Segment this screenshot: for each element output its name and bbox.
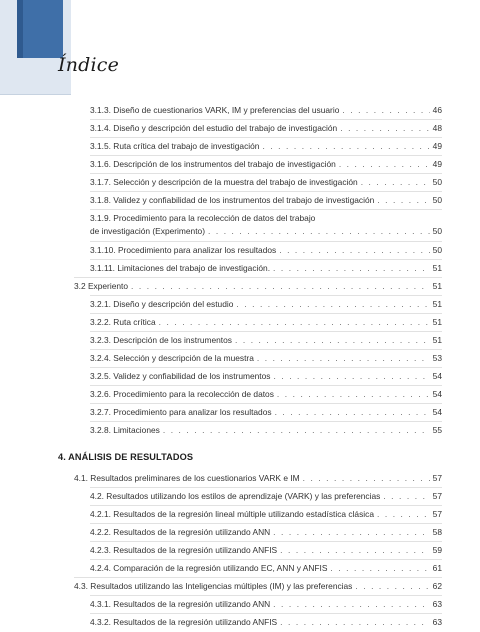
row-divider xyxy=(90,421,442,422)
row-divider xyxy=(90,367,442,368)
row-divider xyxy=(90,259,442,260)
toc-entry-label: 3.2.4. Selección y descripción de la muestra xyxy=(90,353,254,363)
toc-entry-page: 54 xyxy=(432,407,442,417)
row-divider xyxy=(90,331,442,332)
toc-section-page: 62 xyxy=(432,581,442,591)
dot-leader xyxy=(340,121,429,135)
toc-entry[interactable] xyxy=(90,489,442,503)
row-divider xyxy=(74,277,442,278)
toc-section[interactable] xyxy=(74,279,442,293)
toc-entry[interactable] xyxy=(90,597,442,611)
toc-entry-label: 3.2.6. Procedimiento para la recolección de datos xyxy=(90,389,274,399)
toc-entry[interactable] xyxy=(90,315,442,329)
toc-entry-label: 4.2.4. Comparación de la regresión utilizando EC, ANN y ANFIS xyxy=(90,563,328,573)
toc-entry[interactable] xyxy=(90,351,442,365)
row-divider xyxy=(90,137,442,138)
toc-entry[interactable] xyxy=(90,333,442,347)
toc-entry-page: 46 xyxy=(432,105,442,115)
toc-entry-page: 49 xyxy=(432,141,442,151)
toc-entry-label: 3.1.8. Validez y confiabilidad de los instrumentos del trabajo de investigación xyxy=(90,195,375,205)
toc-entry[interactable] xyxy=(90,561,442,575)
toc-entry-label: 4.2.2. Resultados de la regresión utilizando ANN xyxy=(90,527,271,537)
row-divider xyxy=(90,613,442,614)
toc-entry-page: 54 xyxy=(432,389,442,399)
toc-section[interactable] xyxy=(74,471,442,485)
toc-entry-page: 53 xyxy=(432,353,442,363)
toc-entry-label: 3.2.3. Descripción de los instrumentos xyxy=(90,335,232,345)
toc-entry[interactable] xyxy=(90,525,442,539)
toc-entry-label-line1: 3.1.9. Procedimiento para la recolección de datos del trabajo xyxy=(90,213,316,223)
row-divider xyxy=(90,385,442,386)
dot-leader xyxy=(131,279,430,293)
toc-entry-label: 3.2.7. Procedimiento para analizar los resultados xyxy=(90,407,272,417)
dot-leader xyxy=(159,315,430,329)
dot-leader xyxy=(273,369,429,383)
dot-leader xyxy=(330,561,429,575)
dot-leader xyxy=(257,351,430,365)
toc-section-page: 51 xyxy=(432,281,442,291)
toc-entry-label: 3.1.11. Limitaciones del trabajo de investigación. xyxy=(90,263,271,273)
toc-entry[interactable] xyxy=(90,615,442,629)
row-divider xyxy=(74,577,442,578)
toc-entry-page: 50 xyxy=(432,245,442,255)
row-divider xyxy=(90,541,442,542)
toc-entry-page: 57 xyxy=(432,491,442,501)
toc-entry-label: 3.1.5. Ruta crítica del trabajo de investigación xyxy=(90,141,260,151)
toc-entry-page: 51 xyxy=(432,335,442,345)
toc-entry-page: 59 xyxy=(432,545,442,555)
toc-entry[interactable] xyxy=(90,243,442,257)
row-divider xyxy=(90,173,442,174)
dot-leader xyxy=(377,193,429,207)
toc-section-label: 3.2 Experiento xyxy=(74,281,129,291)
toc-entry-page: 57 xyxy=(432,509,442,519)
dot-leader xyxy=(273,261,430,275)
toc-entry-label: 4.3.1. Resultados de la regresión utilizando ANN xyxy=(90,599,271,609)
dot-leader xyxy=(342,103,429,117)
chapter-heading[interactable]: 4. ANÁLISIS DE RESULTADOS xyxy=(58,452,194,462)
toc-section-label: 4.3. Resultados utilizando las Inteligencias múltiples (IM) y las preferencias xyxy=(74,581,353,591)
row-divider xyxy=(90,403,442,404)
toc-entry-page: 50 xyxy=(432,177,442,187)
toc-entry[interactable] xyxy=(90,193,442,207)
toc-entry[interactable] xyxy=(90,139,442,153)
toc-entry[interactable] xyxy=(90,261,442,275)
toc-entry-page: 49 xyxy=(432,159,442,169)
row-divider xyxy=(90,209,442,210)
toc-entry-label: 3.2.5. Validez y confiabilidad de los instrumentos xyxy=(90,371,271,381)
dot-leader xyxy=(303,471,430,485)
toc-entry-label: 3.2.1. Diseño y descripción del estudio xyxy=(90,299,234,309)
toc-entry-label: 3.1.10. Procedimiento para analizar los resultados xyxy=(90,245,277,255)
dot-leader xyxy=(279,243,429,257)
toc-section[interactable] xyxy=(74,579,442,593)
toc-entry-page: 63 xyxy=(432,617,442,627)
toc-entry[interactable] xyxy=(90,387,442,401)
toc-entry[interactable] xyxy=(90,405,442,419)
row-divider xyxy=(90,295,442,296)
page-title: Índice xyxy=(58,54,120,76)
toc-entry-label: 4.2.1. Resultados de la regresión lineal múltiple utilizando estadística clásica xyxy=(90,509,374,519)
toc-entry-label: 4.2. Resultados utilizando los estilos de aprendizaje (VARK) y las preferencias xyxy=(90,491,381,501)
row-divider xyxy=(90,119,442,120)
toc-entry-label: 4.2.3. Resultados de la regresión utilizando ANFIS xyxy=(90,545,278,555)
row-divider xyxy=(90,523,442,524)
toc-entry-page: 50 xyxy=(432,195,442,205)
toc-entry[interactable] xyxy=(90,543,442,557)
dot-leader xyxy=(236,297,429,311)
toc-entry-page: 58 xyxy=(432,527,442,537)
dot-leader xyxy=(235,333,430,347)
dot-leader xyxy=(273,525,430,539)
dot-leader xyxy=(280,615,430,629)
dot-leader xyxy=(277,387,430,401)
row-divider xyxy=(90,595,442,596)
toc-entry-label: 4.3.2. Resultados de la regresión utilizando ANFIS xyxy=(90,617,278,627)
row-divider xyxy=(90,505,442,506)
row-divider xyxy=(90,559,442,560)
row-divider xyxy=(90,349,442,350)
toc-entry-page: 50 xyxy=(432,226,442,236)
row-divider xyxy=(90,313,442,314)
toc-entry[interactable] xyxy=(90,507,442,521)
toc-entry-page: 51 xyxy=(432,299,442,309)
dot-leader xyxy=(273,597,430,611)
dot-leader xyxy=(163,423,430,437)
toc-entry-label-line2: de investigación (Experimento) xyxy=(90,226,205,236)
toc-entry-page: 61 xyxy=(432,563,442,573)
dot-leader xyxy=(383,489,429,503)
toc-entry[interactable] xyxy=(90,157,442,171)
toc-section-page: 57 xyxy=(432,473,442,483)
dot-leader xyxy=(355,579,429,593)
row-divider xyxy=(90,155,442,156)
toc-entry-label: 3.2.2. Ruta crítica xyxy=(90,317,156,327)
toc-entry[interactable] xyxy=(90,121,442,135)
toc-entry-label: 3.1.4. Diseño y descripción del estudio del trabajo de investigación xyxy=(90,123,338,133)
toc-entry-page: 55 xyxy=(432,425,442,435)
toc-entry-page: 63 xyxy=(432,599,442,609)
dot-leader xyxy=(377,507,430,521)
toc-entry[interactable] xyxy=(90,297,442,311)
toc-entry-label: 3.1.7. Selección y descripción de la muestra del trabajo de investigación xyxy=(90,177,358,187)
dot-leader xyxy=(361,175,430,189)
toc-entry[interactable] xyxy=(90,103,442,117)
toc-entry-label: 3.2.8. Limitaciones xyxy=(90,425,160,435)
row-divider xyxy=(90,487,442,488)
toc-section-label: 4.1. Resultados preliminares de los cuestionarios VARK e IM xyxy=(74,473,300,483)
dot-leader xyxy=(280,543,430,557)
dot-leader xyxy=(262,139,429,153)
toc-entry-spacer xyxy=(90,228,442,242)
toc-entry-page: 51 xyxy=(432,317,442,327)
toc-entry[interactable] xyxy=(90,369,442,383)
toc-entry-page: 54 xyxy=(432,371,442,381)
toc-entry-label: 3.1.3. Diseño de cuestionarios VARK, IM y preferencias del usuario xyxy=(90,105,340,115)
toc-entry[interactable] xyxy=(90,175,442,189)
toc-entry-page: 48 xyxy=(432,123,442,133)
toc-entry-label: 3.1.6. Descripción de los instrumentos del trabajo de investigación xyxy=(90,159,336,169)
dot-leader xyxy=(339,157,430,171)
dot-leader xyxy=(275,405,430,419)
row-divider xyxy=(90,191,442,192)
toc-entry-page: 51 xyxy=(432,263,442,273)
toc-entry[interactable] xyxy=(90,423,442,437)
